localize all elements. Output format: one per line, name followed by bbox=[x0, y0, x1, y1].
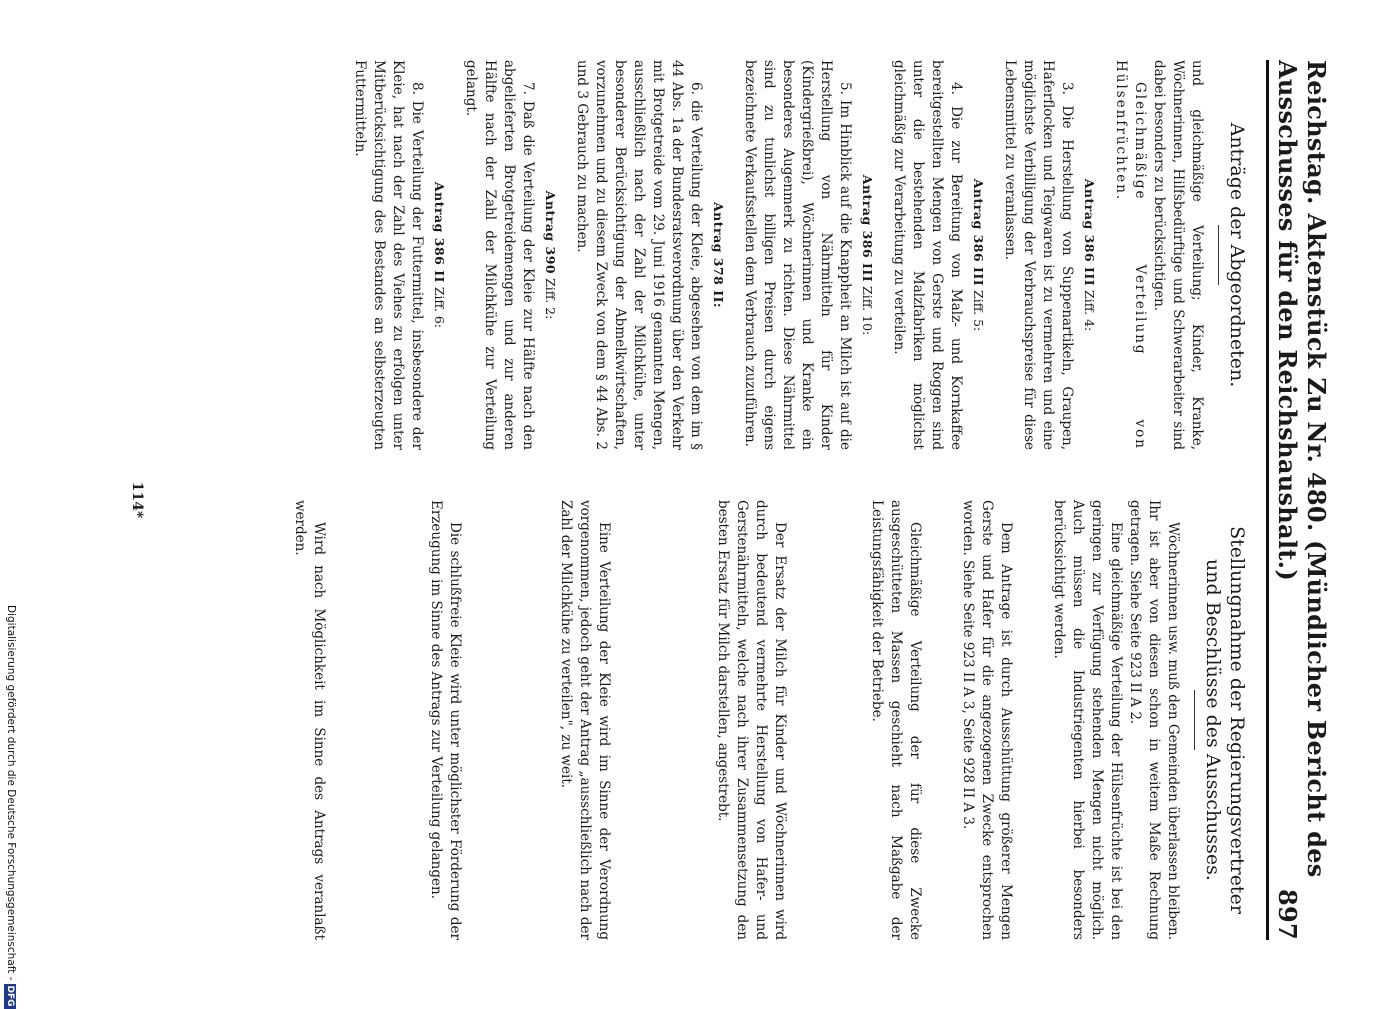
right-column-title bbox=[1201, 500, 1249, 940]
paragraph: Dem Antrage ist durch Ausschüttung größerer Mengen Gerste und Hafer für die angezogenen Zwecke entsprochen worden. Siehe Seite 923 II A 3, Seite 928 II A 3. bbox=[960, 500, 1014, 940]
digitization-credit bbox=[3, 605, 19, 1007]
motion-heading bbox=[432, 60, 447, 450]
left-column-title: Anträge der Abgeordneten. bbox=[1226, 122, 1248, 388]
paragraph: 7. Daß die Verteilung der Kleie zur Hälfte nach den abgelieferten Brotgetreidemengen und zur anderen Hälfte nach der Zahl der Milchkühe zur Verteilung gelangt. bbox=[463, 60, 536, 450]
motion-number: Antrag 386 III bbox=[860, 174, 875, 283]
paragraph: 8. Die Verteilung der Futtermittel, insbesondere der Kleie, hat nach der Zahl des Viehes zu erfolgen unter Mitberücksichtigung des Bestandes an selbsterzeugten Futtermitteln. bbox=[352, 60, 425, 450]
credit-text: Digitalisierung gefördert durch die Deutsche Forschungsgemeinschaft - bbox=[5, 605, 17, 981]
motion-clause: Ziff. 4: bbox=[1082, 286, 1097, 332]
spacer bbox=[328, 500, 426, 940]
page-content bbox=[73, 60, 1331, 940]
right-title-line2: und Beschlüsse des Ausschusses. bbox=[1202, 559, 1224, 881]
paragraph: Die schlußfreie Kleie wird unter möglichster Förderung der Erzeugung im Sinne des Antrags zur Verteilung gelangen. bbox=[428, 500, 463, 940]
right-title-line1: Stellungnahme der Regierungsvertreter bbox=[1226, 526, 1248, 914]
motion-number: Antrag 378 II: bbox=[711, 201, 726, 309]
paragraph: Wird nach Möglichkeit im Sinne des Antrags veranlaßt werden. bbox=[292, 500, 327, 940]
paragraph: 6. die Verteilung der Kleie, abgesehen von dem im § 44 Abs. 1a der Bundesratsverordnung über den Verkehr mit Brotgetreide vom 29. Juni 1916 genannten Mengen, ausschließlich nach der Zahl der Milchkühe, unter besonderer Berücksichtigung der Abmelkwirtschaften, vorzunehmen und zu diesem Zweck von dem § 44 Abs. 2 und 3 Gebrauch zu machen. bbox=[574, 60, 704, 450]
motion-clause: Ziff. 5: bbox=[971, 286, 986, 332]
paragraph: Gleichmäßige Verteilung von Hülsenfrüchten. bbox=[1113, 60, 1148, 450]
running-header bbox=[1273, 60, 1331, 940]
paragraph: 3. Die Herstellung von Suppenartikeln, Graupen, Haferflocken und Teigwaren ist zu vermehren und eine möglichste Verbilligung der Verbrauchspreise für diese Lebensmittel zu veranlassen. bbox=[1002, 60, 1075, 450]
dfg-logo: DFG bbox=[5, 985, 15, 1007]
right-column-body bbox=[290, 500, 1182, 940]
paragraph: 5. Im Hinblick auf die Knappheit an Milch ist auf die Herstellung von Nährmitteln für Kinder (Kindergrießbrei), Wöchnerinnen und Kranke ein besonderes Augenmerk zu richten. Diese Nährmittel sind zu tunlichst billigen Preisen durch eigens bezeichnete Verkaufsstellen dem Verbrauch zuzuführen. bbox=[742, 60, 853, 450]
motion-number: Antrag 386 III bbox=[971, 178, 986, 287]
motion-heading bbox=[971, 60, 986, 450]
paragraph: Gleichmäßige Verteilung der für diese Zwecke ausgeschütteten Massen geschieht nach Maßgabe der Leistungsfähigkeit der Betriebe. bbox=[869, 500, 923, 940]
motion-clause: Ziff. 10: bbox=[860, 282, 875, 336]
paragraph: und gleichmäßige Verteilung; Kinder, Kranke, Wöchnerinnen, Hilfsbedürftige und Schwerarbeiter sind dabei besonders zu berücksichtigen. bbox=[1151, 60, 1205, 450]
paragraph: Wöchnerinnen usw. muß den Gemeinden überlassen bleiben. Ihr ist aber von diesen schon in weitem Maße Rechnung getragen. Siehe Seite 923 II A 2. bbox=[1127, 500, 1181, 940]
spacer bbox=[613, 500, 713, 940]
motion-number: Antrag 390 bbox=[543, 190, 558, 275]
right-column bbox=[290, 500, 1249, 940]
spacer bbox=[924, 500, 958, 940]
motion-number: Antrag 386 II bbox=[432, 181, 447, 283]
motion-number: Antrag 386 III bbox=[1082, 178, 1097, 287]
paragraph: Der Ersatz der Milch für Kinder und Wöchnerinnen wird durch bedeutend vermehrte Herstellung von Hafer- und Gerstenährmitteln, welche nach ihrer Zusammensetzung den besten Ersatz für Milch darstellen, angestrebt. bbox=[715, 500, 788, 940]
motion-heading bbox=[711, 60, 726, 450]
motion-heading bbox=[543, 60, 558, 450]
spacer bbox=[464, 500, 556, 940]
spacer bbox=[789, 500, 867, 940]
digitization-credit-text bbox=[3, 605, 19, 1007]
right-title-rule bbox=[1194, 690, 1195, 750]
motion-clause: Ziff. 2: bbox=[543, 274, 558, 320]
page-number: 897 bbox=[1273, 889, 1302, 940]
motion-heading bbox=[860, 60, 875, 450]
header-rule bbox=[1266, 60, 1269, 940]
left-column bbox=[350, 60, 1249, 450]
left-title-rule bbox=[1218, 225, 1219, 285]
paragraph: Eine Verteilung der Kleie wird im Sinne der Verordnung vorgenommen, jedoch geht der Antrag „ausschließlich nach der Zahl der Milchkühe zu verteilen", zu weit. bbox=[558, 500, 612, 940]
left-column-body bbox=[350, 60, 1206, 450]
paragraph: Eine gleichmäßige Verteilung der Hülsenfrüchte ist bei den geringen zur Verfügung stehenden Mengen nicht möglich. Auch müssen die Industriegenten hierbei besonders berücksichtigt werden. bbox=[1051, 500, 1124, 940]
footer-page-number: 114* bbox=[129, 481, 145, 519]
spacer bbox=[1015, 500, 1049, 940]
motion-heading bbox=[1082, 60, 1097, 450]
motion-clause: Ziff. 6: bbox=[432, 282, 447, 329]
paragraph: 4. Die zur Bereitung von Malz- und Kornkaffee bereitgestellten Mengen von Gerste und Roggen sind unter die bestehenden Malzfabriken möglichst gleichmäßig zur Verarbeitung zu verteilen. bbox=[891, 60, 964, 450]
header-title: Reichstag. Aktenstück Zu Nr. 480. (Mündlicher Bericht des Ausschusses für den Reichshaushalt.) bbox=[1273, 60, 1331, 878]
